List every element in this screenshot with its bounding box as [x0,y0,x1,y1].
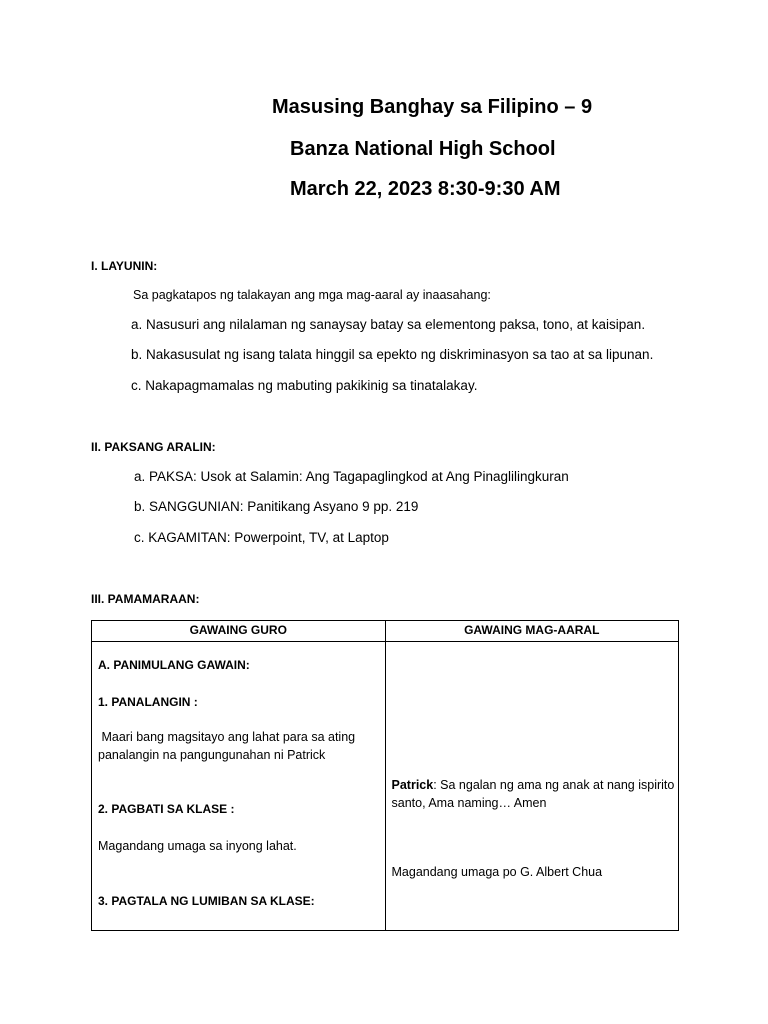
response-text: : Sa ngalan ng ama ng anak at nang ispirito [433,778,675,792]
table-row [92,642,679,931]
paksang-aralin-item: c. KAGAMITAN: Powerpoint, TV, at Laptop [134,530,389,545]
paksang-aralin-item: b. SANGGUNIAN: Panitikang Asyano 9 pp. 219 [134,499,419,514]
pagbati-text: Magandang umaga sa inyong lahat. [98,839,297,853]
section-heading-pamamaraan: III. PAMAMARAAN: [91,592,200,606]
paksang-aralin-item: a. PAKSA: Usok at Salamin: Ang Tagapaglingkod at Ang Pinaglilingkuran [134,469,569,484]
mag-aaral-cell [385,642,679,931]
procedure-table [91,620,679,931]
response-text-line: santo, Ama naming… Amen [391,796,547,810]
panimulang-gawain-heading: A. PANIMULANG GAWAIN: [98,658,250,672]
speaker-name: Patrick [391,778,434,792]
pagtala-heading: 3. PAGTALA NG LUMIBAN SA KLASE: [98,894,315,908]
layunin-item: a. Nasusuri ang nilalaman ng sanaysay batay sa elementong paksa, tono, at kaisipan. [131,317,646,332]
column-header-guro: GAWAING GURO [92,621,386,642]
school-name: Banza National High School [290,138,556,160]
pagbati-heading: 2. PAGBATI SA KLASE : [98,802,235,816]
student-greeting: Magandang umaga po G. Albert Chua [391,865,603,879]
guro-cell [92,642,386,931]
section-heading-layunin: I. LAYUNIN: [91,259,158,273]
section-heading-paksang-aralin: II. PAKSANG ARALIN: [91,440,216,454]
layunin-item: b. Nakasusulat ng isang talata hinggil sa epekto ng diskriminasyon sa tao at sa lipunan. [131,347,654,362]
panalangin-text-line: Maari bang magsitayo ang lahat para sa ating [98,730,356,744]
layunin-intro: Sa pagkatapos ng talakayan ang mga mag-aaral ay inaasahang: [133,288,491,302]
column-header-mag-aaral: GAWAING MAG-AARAL [385,621,679,642]
panalangin-heading: 1. PANALANGIN : [98,695,198,709]
document-title: Masusing Banghay sa Filipino – 9 [272,96,593,118]
table-header-row [92,621,679,642]
panalangin-text-line: panalangin na pangungunahan ni Patrick [98,748,326,762]
patrick-response [392,776,675,794]
date-time: March 22, 2023 8:30-9:30 AM [290,178,561,200]
layunin-item: c. Nakapagmamalas ng mabuting pakikinig sa tinatalakay. [131,378,478,393]
